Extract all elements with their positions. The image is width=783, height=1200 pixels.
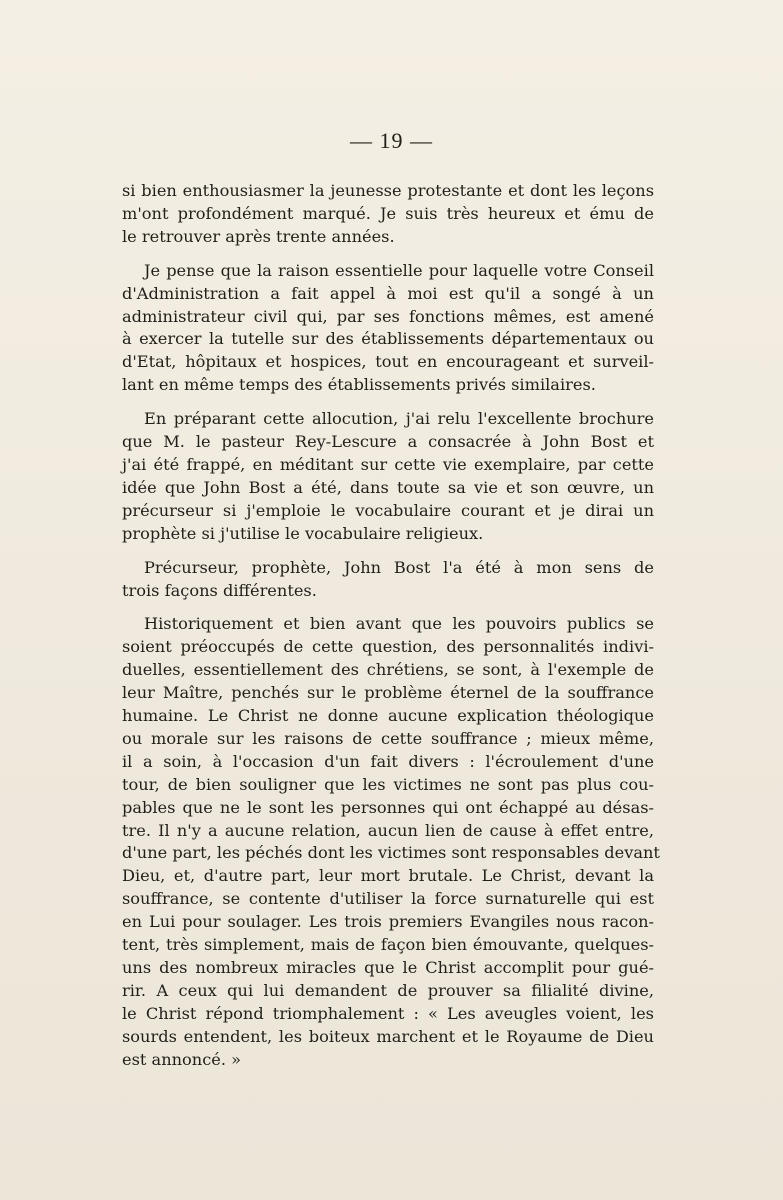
text-line: idée que John Bost a été, dans toute sa vie et son œuvre, un	[122, 477, 654, 497]
text-line: rir. A ceux qui lui demandent de prouver sa filialité divine,	[122, 980, 654, 1000]
text-line: en Lui pour soulager. Les trois premiers Evangiles nous racon-	[122, 912, 654, 932]
text-line: il a soin, à l'occasion d'un fait divers : l'écroulement d'une	[122, 751, 654, 771]
text-line: lant en même temps des établissements privés similaires.	[122, 375, 596, 395]
paragraph	[122, 260, 654, 397]
paragraph	[122, 408, 654, 545]
text-line: souffrance, se contente d'utiliser la force surnaturelle qui est	[122, 889, 654, 909]
text-line: d'une part, les péchés dont les victimes sont responsables devant	[122, 843, 660, 863]
text-line: j'ai été frappé, en méditant sur cette vie exemplaire, par cette	[122, 454, 654, 474]
text-line: sourds entendent, les boiteux marchent et le Royaume de Dieu	[122, 1026, 654, 1046]
text-line: Je pense que la raison essentielle pour laquelle votre Conseil	[144, 260, 654, 280]
text-line: Historiquement et bien avant que les pouvoirs publics se	[144, 614, 654, 634]
text-line: duelles, essentiellement des chrétiens, se sont, à l'exemple de	[122, 660, 654, 680]
text-line: tre. Il n'y a aucune relation, aucun lien de cause à effet entre,	[122, 820, 654, 840]
text-line: Précurseur, prophète, John Bost l'a été à mon sens de	[144, 557, 654, 577]
paragraph	[122, 557, 654, 603]
text-line: que M. le pasteur Rey-Lescure a consacrée à John Bost et	[122, 432, 654, 452]
text-line: précurseur si j'emploie le vocabulaire courant et je dirai un	[122, 500, 654, 520]
page-number: — 19 —	[350, 128, 433, 153]
text-line: tent, très simplement, mais de façon bien émouvante, quelques-	[122, 935, 654, 955]
text-line: humaine. Le Christ ne donne aucune explication théologique	[122, 706, 654, 726]
text-line: En préparant cette allocution, j'ai relu l'excellente brochure	[144, 409, 654, 429]
text-line: si bien enthousiasmer la jeunesse protestante et dont les leçons	[122, 181, 654, 200]
text-line: m'ont profondément marqué. Je suis très heureux et ému de	[122, 203, 654, 223]
text-line: administrateur civil qui, par ses fonctions mêmes, est amené	[122, 306, 654, 326]
text-line: uns des nombreux miracles que le Christ accomplit pour gué-	[122, 958, 654, 977]
text-line: trois façons différentes.	[122, 580, 317, 600]
text-line: Dieu, et, d'autre part, leur mort brutale. Le Christ, devant la	[122, 866, 654, 886]
text-line: tour, de bien souligner que les victimes ne sont pas plus cou-	[122, 774, 654, 794]
text-line: leur Maître, penchés sur le problème éternel de la souffrance	[122, 683, 654, 703]
text-line: pables que ne le sont les personnes qui ont échappé au désas-	[122, 797, 654, 817]
text-line: d'Etat, hôpitaux et hospices, tout en encourageant et surveil-	[122, 352, 654, 372]
text-line: est annoncé. »	[122, 1049, 242, 1069]
body-text	[122, 180, 660, 1083]
text-line: à exercer la tutelle sur des établissements départementaux ou	[122, 329, 654, 349]
text-line: prophète si j'utilise le vocabulaire religieux.	[122, 523, 484, 543]
text-line: le retrouver après trente années.	[122, 226, 395, 246]
paragraph	[122, 613, 660, 1071]
text-line: le Christ répond triomphalement : « Les aveugles voient, les	[122, 1003, 654, 1023]
text-line: d'Administration a fait appel à moi est qu'il a songé à un	[122, 283, 654, 303]
text-line: ou morale sur les raisons de cette souffrance ; mieux même,	[122, 728, 654, 748]
text-line: soient préoccupés de cette question, des personnalités indivi-	[122, 637, 654, 657]
paragraph	[122, 180, 654, 249]
